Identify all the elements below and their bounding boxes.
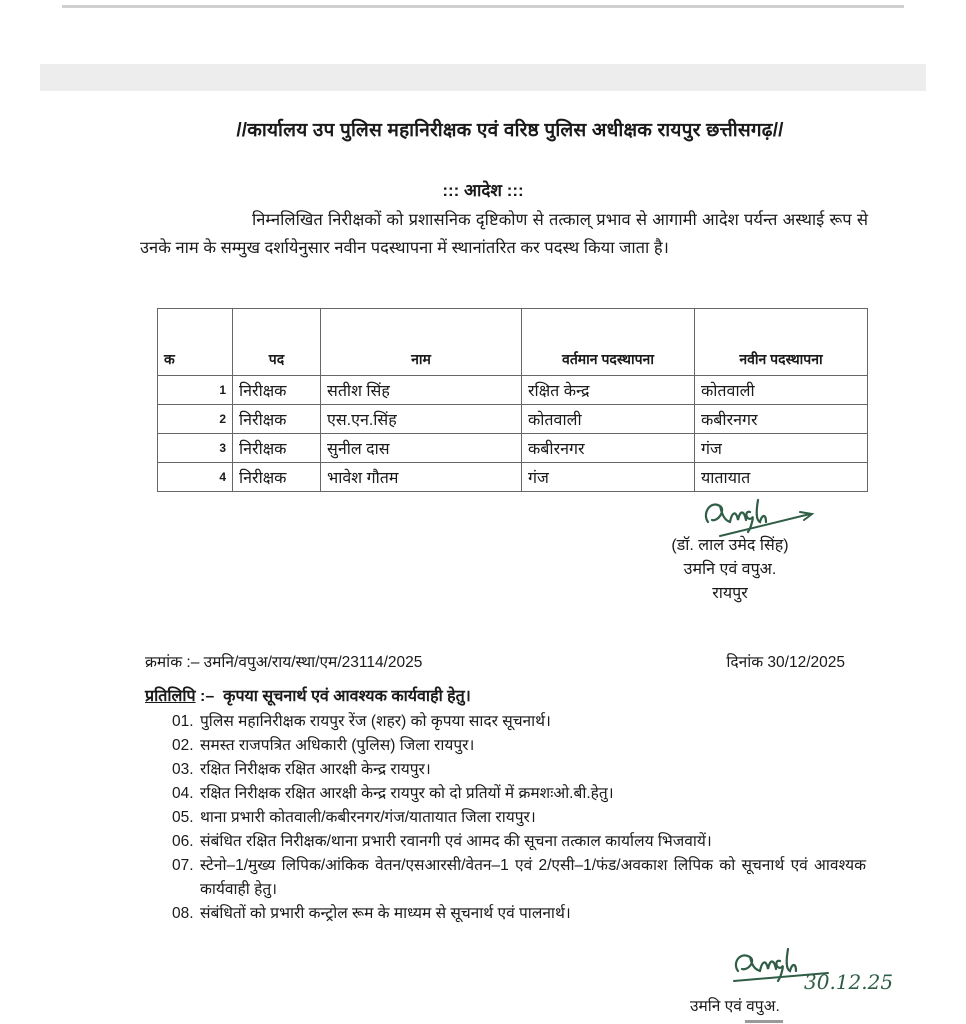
item-text: रक्षित निरीक्षक रक्षित आरक्षी केन्द्र रायपुर। xyxy=(200,761,431,778)
second-signature-image xyxy=(728,945,898,995)
copy-to-subject: कृपया सूचनार्थ एवं आवश्यक कार्यवाही हेतु। xyxy=(223,688,471,705)
item-text: समस्त राजपत्रित अधिकारी (पुलिस) जिला रायपुर। xyxy=(200,737,475,754)
handwritten-date: 30.12.25 xyxy=(804,970,894,994)
order-date: दिनांक 30/12/2025 xyxy=(726,654,845,671)
cell-post: निरीक्षक xyxy=(233,434,321,463)
item-text: पुलिस महानिरीक्षक रायपुर रेंज (शहर) को कृपया सादर सूचनार्थ। xyxy=(200,713,551,730)
item-text: संबंधितों को प्रभारी कन्ट्रोल रूम के माध्यम से सूचनार्थ एवं पालनार्थ। xyxy=(200,905,571,922)
item-number: 01. xyxy=(172,713,194,730)
cell-name: एस.एन.सिंह xyxy=(321,405,522,434)
list-item xyxy=(172,854,866,902)
copy-to-label: प्रतिलिपि xyxy=(145,688,196,705)
reference-line xyxy=(145,650,845,672)
order-paragraph-text: निम्नलिखित निरीक्षकों को प्रशासनिक दृष्टिकोण से तत्काल् प्रभाव से आगामी आदेश पर्यन्त अस्थाई रूप से उनके नाम के सम्मुख दर्शायेनुसार नवीन पदस्थापना में स्थानांतरित कर पदस्थ किया जाता है। xyxy=(140,211,868,257)
table-row xyxy=(158,434,868,463)
copy-to-separator: :– xyxy=(195,688,224,705)
item-number: 07. xyxy=(172,857,194,874)
cell-post: निरीक्षक xyxy=(233,405,321,434)
cell-sno: 1 xyxy=(219,383,226,397)
signatory-block xyxy=(600,534,860,606)
cell-new-posting: यातायात xyxy=(695,463,868,492)
list-item xyxy=(172,782,866,806)
cell-post: निरीक्षक xyxy=(233,463,321,492)
copy-to-list xyxy=(172,710,866,926)
signatory-place: रायपुर xyxy=(712,585,748,602)
cell-current-posting: रक्षित केन्द्र xyxy=(522,376,695,405)
item-text: थाना प्रभारी कोतवाली/कबीरनगर/गंज/यातायात जिला रायपुर। xyxy=(200,809,536,826)
item-text: रक्षित निरीक्षक रक्षित आरक्षी केन्द्र रायपुर को दो प्रतियों में क्रमशःओ.बी.हेतु। xyxy=(200,785,614,802)
item-number: 08. xyxy=(172,905,194,922)
reference-number: क्रमांक :– उमनि/वपुअ/राय/स्था/एम/23114/2025 xyxy=(145,654,423,671)
cell-name: भावेश गौतम xyxy=(321,463,522,492)
cell-current-posting: कोतवाली xyxy=(522,405,695,434)
item-number: 05. xyxy=(172,809,194,826)
cut-off-text-fragment xyxy=(745,1020,783,1023)
list-item xyxy=(172,902,866,926)
cell-name: सुनील दास xyxy=(321,434,522,463)
item-text: स्टेनो–1/मुख्य लिपिक/आंकिक वेतन/एसआरसी/वेतन–1 एवं 2/एसी–1/फंड/अवकाश लिपिक को सूचनार्थ एवं आवश्यक कार्यवाही हेतु। xyxy=(200,857,866,898)
header-current-posting: वर्तमान पदस्थापना xyxy=(522,309,695,376)
signatory-designation: उमनि एवं वपुअ. xyxy=(683,561,777,578)
viewer-gray-band xyxy=(40,64,926,91)
cell-current-posting: गंज xyxy=(522,463,695,492)
header-name: नाम xyxy=(321,309,522,376)
list-item xyxy=(172,830,866,854)
cell-sno: 2 xyxy=(219,412,226,426)
item-number: 03. xyxy=(172,761,194,778)
office-heading: //कार्यालय उप पुलिस महानिरीक्षक एवं वरिष्ठ पुलिस अधीक्षक रायपुर छत्तीसगढ़// xyxy=(236,120,784,141)
cell-name: सतीश सिंह xyxy=(321,376,522,405)
table-row xyxy=(158,463,868,492)
header-new-posting: नवीन पदस्थापना xyxy=(695,309,868,376)
cell-current-posting: कबीरनगर xyxy=(522,434,695,463)
item-number: 04. xyxy=(172,785,194,802)
cell-post: निरीक्षक xyxy=(233,376,321,405)
order-title: ::: आदेश ::: xyxy=(442,181,524,200)
item-number: 02. xyxy=(172,737,194,754)
cell-sno: 3 xyxy=(219,441,226,455)
list-item xyxy=(172,734,866,758)
top-divider xyxy=(62,5,904,8)
list-item xyxy=(172,710,866,734)
list-item xyxy=(172,806,866,830)
cell-new-posting: कोतवाली xyxy=(695,376,868,405)
header-sno: क xyxy=(158,309,233,376)
copy-to-heading xyxy=(145,684,471,706)
item-text: संबंधित रक्षित निरीक्षक/थाना प्रभारी रवानगी एवं आमद की सूचना तत्काल कार्यालय भिजवायें। xyxy=(200,833,712,850)
signatory-name: (डॉ. लाल उमेद सिंह) xyxy=(671,537,789,554)
table-header-row xyxy=(158,309,868,376)
order-paragraph xyxy=(140,206,868,262)
second-signatory-designation: उमनि एवं वपुअ. xyxy=(690,998,780,1015)
transfer-table xyxy=(157,308,868,492)
cell-new-posting: गंज xyxy=(695,434,868,463)
table-row xyxy=(158,405,868,434)
cell-sno: 4 xyxy=(219,470,226,484)
signature-image xyxy=(700,492,820,538)
item-number: 06. xyxy=(172,833,194,850)
table-row xyxy=(158,376,868,405)
list-item xyxy=(172,758,866,782)
cell-new-posting: कबीरनगर xyxy=(695,405,868,434)
header-post: पद xyxy=(233,309,321,376)
